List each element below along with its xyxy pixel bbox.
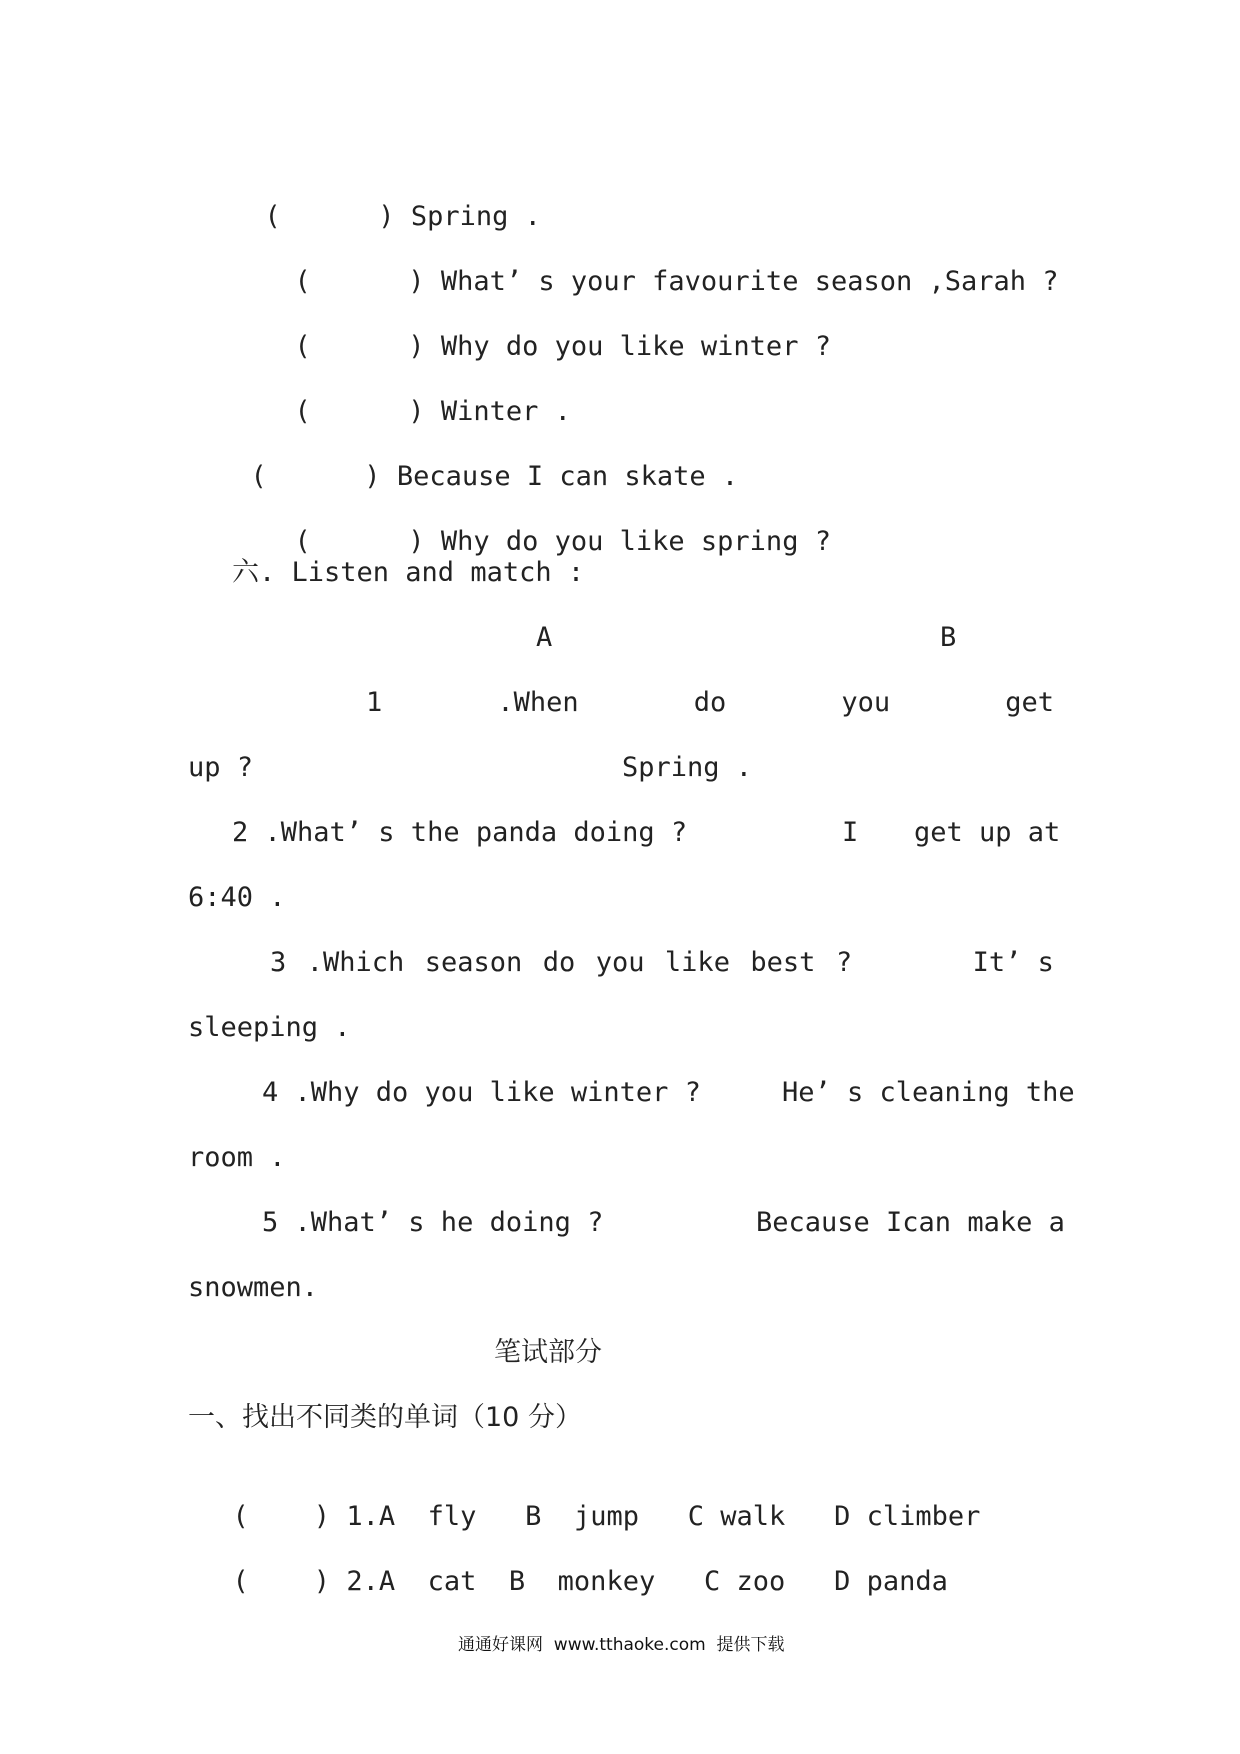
match-row-4-question: 4 .Why do you like winter ? (262, 1077, 701, 1108)
row-token: do (693, 687, 727, 718)
match-row-5-cont: snowmen. (188, 1272, 319, 1303)
answer-paren: ( ) (294, 526, 425, 557)
order-item-4 (262, 361, 571, 429)
match-row-2-question: 2 .What’ s the panda doing ? (232, 817, 688, 848)
part1-title: 一、找出不同类的单词（10 分） (188, 1402, 582, 1433)
answer-paren: ( ) (232, 1501, 331, 1532)
row-token: get (1005, 687, 1054, 718)
footer-credit: 通通好课网 www.tthaoke.com 提供下载 (458, 1635, 785, 1655)
row-token: you (595, 947, 645, 978)
match-row-3-cont: sleeping . (188, 1012, 351, 1043)
written-section-title: 笔试部分 (494, 1337, 602, 1368)
option-a: A cat (378, 1566, 477, 1597)
option-a: A fly (378, 1501, 477, 1532)
row-token: 3 (270, 947, 287, 978)
match-row-3 (270, 946, 1054, 980)
row-token: ? (835, 947, 853, 978)
column-a-label: A (536, 622, 553, 653)
order-item-3 (262, 296, 831, 364)
row-token: season (424, 947, 523, 978)
question-1 (200, 1466, 980, 1534)
order-item-text: Why do you like spring ? (440, 526, 831, 557)
answer-paren: ( ) (250, 461, 381, 492)
match-row-1-cont: up ? (188, 752, 254, 783)
option-b: B jump (525, 1501, 639, 1532)
match-row-4-cont: room . (188, 1142, 286, 1173)
order-item-text: Why do you like winter ? (440, 331, 831, 362)
answer-paren: ( ) (232, 1566, 331, 1597)
order-item-text: What’ s your favourite season ,Sarah ? (440, 266, 1059, 297)
order-item-6 (262, 491, 831, 559)
order-item-text: Because I can skate . (396, 461, 739, 492)
option-c: C zoo (704, 1566, 786, 1597)
order-item-text: Winter . (440, 396, 571, 427)
row-token: best (750, 947, 816, 978)
match-row-1 (366, 686, 1054, 720)
match-row-2-answer-i: I (842, 817, 859, 848)
question-2 (200, 1531, 948, 1599)
match-row-2-cont: 6:40 . (188, 882, 286, 913)
order-item-1 (232, 166, 541, 234)
match-row-5-answer: Because Ican make a (756, 1207, 1065, 1238)
match-row-2-answer-rest: get up at (914, 817, 1061, 848)
answer-paren: ( ) (294, 331, 425, 362)
option-d: D panda (834, 1566, 948, 1597)
option-c: C walk (687, 1501, 786, 1532)
row-token: like (664, 947, 730, 978)
question-number: 1. (346, 1501, 379, 1532)
row-token: 1 (366, 687, 383, 718)
option-b: B monkey (508, 1566, 656, 1597)
answer-paren: ( ) (294, 266, 425, 297)
row-token: do (542, 947, 576, 978)
row-token: It’ s (972, 947, 1054, 978)
row-token: .Which (306, 947, 405, 978)
order-item-2 (262, 231, 1059, 299)
match-row-4-answer: He’ s cleaning the (782, 1077, 1075, 1108)
question-number: 2. (346, 1566, 379, 1597)
match-answer-spring: Spring . (622, 752, 753, 783)
option-d: D climber (834, 1501, 981, 1532)
column-b-label: B (940, 622, 957, 653)
answer-paren: ( ) (294, 396, 425, 427)
order-item-5 (218, 426, 738, 494)
order-item-text: Spring . (410, 201, 541, 232)
section6-title: 六. Listen and match : (232, 557, 585, 588)
row-token: .When (497, 687, 579, 718)
row-token: you (841, 687, 891, 718)
match-row-5-question: 5 .What’ s he doing ? (262, 1207, 604, 1238)
answer-paren: ( ) (264, 201, 395, 232)
